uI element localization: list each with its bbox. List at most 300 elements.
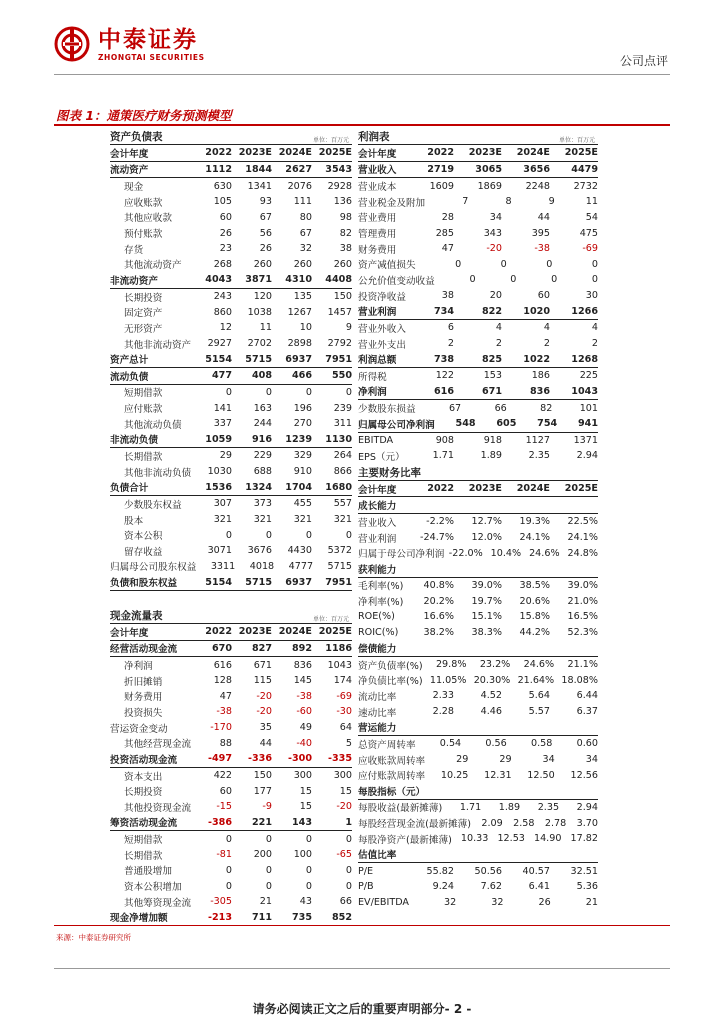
header-year: 2025E (318, 147, 352, 159)
row-value: 2 (543, 338, 550, 349)
row-value: 1043 (571, 385, 598, 397)
row-value: -336 (247, 753, 272, 765)
row-value: 20 (489, 290, 502, 302)
row-value: 6.44 (576, 690, 598, 702)
row-value: 1680 (325, 481, 352, 493)
row-value: 80 (299, 211, 312, 223)
row-value: 21.64% (517, 674, 555, 686)
row-value: 343 (483, 227, 502, 239)
table-row (358, 336, 598, 352)
row-value: -40 (296, 737, 312, 749)
row-value: -69 (582, 243, 598, 255)
row-value: 4043 (205, 274, 232, 286)
table-header-row (110, 145, 352, 162)
row-value: -305 (210, 896, 232, 908)
row-label: 净利润 (124, 661, 153, 673)
row-value: 0 (225, 529, 232, 541)
table-row (358, 256, 598, 272)
row-label: 估值比率 (358, 850, 397, 862)
row-value: 300 (333, 770, 352, 782)
row-label: 营业利润 (358, 533, 397, 545)
row-value: 21.1% (567, 659, 599, 671)
row-label: ROE(%) (358, 611, 395, 623)
table-row (358, 847, 598, 864)
table-row (110, 210, 352, 226)
row-value: -15 (216, 801, 232, 813)
row-value: 38 (441, 290, 454, 302)
row-value: 2.09 (481, 817, 503, 829)
row-value: 2.28 (432, 706, 454, 718)
row-label: 长期借款 (124, 451, 163, 463)
row-label: 营业利润 (358, 307, 397, 319)
row-value: -213 (207, 911, 232, 923)
table-row (110, 641, 352, 658)
row-value: 422 (213, 770, 232, 782)
row-value: 7951 (325, 576, 352, 588)
row-label: 财务费用 (124, 692, 163, 704)
table-row (358, 657, 598, 673)
row-value: 54 (585, 211, 598, 223)
table-row (110, 225, 352, 241)
row-value: 239 (333, 402, 352, 414)
row-value: 311 (333, 418, 352, 430)
row-value: 153 (483, 370, 502, 382)
table-row (358, 514, 598, 530)
row-value: 260 (333, 258, 352, 270)
row-value: 67 (259, 211, 272, 223)
row-value: 23 (219, 243, 232, 255)
row-value: 174 (333, 675, 352, 687)
header-label: 会计年度 (358, 148, 397, 160)
row-value: 34 (585, 754, 598, 766)
row-label: 净负债比率(%) (358, 676, 423, 688)
table-row (110, 559, 352, 575)
row-value: 827 (251, 642, 272, 654)
row-value: 4777 (288, 560, 314, 572)
row-value: 1.71 (432, 450, 454, 462)
table-row (358, 673, 598, 689)
row-value: 67 (448, 402, 462, 414)
table-row (110, 768, 352, 784)
table-row (358, 863, 598, 879)
row-label: 少数股东权益 (124, 499, 182, 511)
row-value: 32 (491, 896, 504, 908)
row-label: 净利率(%) (358, 597, 404, 609)
header-divider (54, 74, 670, 75)
table-row (358, 351, 598, 368)
row-value: 0.60 (576, 738, 598, 750)
row-label: 营业收入 (358, 517, 397, 529)
income-statement-title: 利润表 (358, 131, 390, 143)
table-header-row (358, 145, 598, 162)
row-value: 120 (253, 291, 272, 303)
row-value: 0 (510, 274, 517, 286)
row-value: 1324 (245, 481, 272, 493)
row-value: 4018 (249, 560, 275, 572)
row-value: 0.58 (531, 738, 553, 750)
row-label: 成长能力 (358, 501, 397, 513)
row-label: 资本支出 (124, 771, 163, 783)
row-value: 52.3% (567, 626, 598, 638)
row-value: 44 (537, 211, 550, 223)
row-value: 135 (293, 291, 312, 303)
row-value: 105 (213, 196, 232, 208)
header-year: 2023E (468, 483, 502, 495)
row-value: 10 (299, 322, 312, 334)
row-label: 折旧摊销 (124, 676, 163, 688)
header-year: 2023E (468, 147, 502, 159)
row-value: 12.56 (570, 769, 598, 781)
row-value: 908 (435, 434, 454, 446)
table-row (358, 194, 598, 210)
row-label: 筹资活动现金流 (110, 818, 178, 830)
row-value: -9 (262, 801, 272, 813)
table-row (358, 831, 598, 847)
row-value: 671 (481, 385, 502, 397)
row-value: 11.05% (429, 674, 467, 686)
row-value: 32.51 (570, 865, 598, 877)
row-value: 186 (531, 370, 550, 382)
row-label: 营业外收入 (358, 323, 406, 335)
row-value: 1371 (573, 434, 598, 446)
table-row (110, 673, 352, 689)
row-value: 477 (211, 370, 232, 382)
row-value: 1341 (247, 180, 272, 192)
table-row (110, 272, 352, 289)
header-year: 2022 (427, 147, 454, 159)
row-value: 38.2% (423, 626, 454, 638)
row-value: 22.5% (567, 516, 598, 528)
row-value: 455 (293, 498, 312, 510)
row-value: 0 (455, 258, 462, 270)
row-label: 应付账款周转率 (358, 771, 426, 783)
row-label: 应收账款 (124, 197, 163, 209)
table-row (358, 497, 598, 514)
table-row (358, 767, 598, 783)
row-value: 268 (213, 258, 232, 270)
figure-bottom-divider (54, 925, 670, 926)
row-value: 136 (333, 196, 352, 208)
row-value: 2928 (327, 180, 352, 192)
row-value: 21.0% (567, 595, 598, 607)
row-value: 6 (447, 322, 454, 334)
table-row (110, 162, 352, 179)
row-value: 1020 (523, 305, 550, 317)
row-value: 10.4% (490, 547, 522, 559)
table-row (110, 543, 352, 559)
row-label: 营业外支出 (358, 339, 406, 351)
row-value: 12.0% (471, 532, 502, 544)
row-label: 归属母公司净利润 (358, 419, 435, 431)
row-value: 21 (259, 896, 272, 908)
row-value: 0 (345, 880, 352, 892)
table-row (110, 432, 352, 449)
row-label: 资本公积增加 (124, 882, 182, 893)
row-value: 5715 (245, 576, 272, 588)
row-value: 2719 (427, 163, 454, 175)
row-value: 2.58 (513, 817, 535, 829)
row-value: 0 (225, 880, 232, 892)
table-row (358, 384, 598, 401)
company-logo (54, 26, 205, 62)
row-value: 4310 (285, 274, 312, 286)
row-value: 111 (293, 196, 312, 208)
row-value: 163 (253, 402, 272, 414)
row-value: 24.1% (567, 532, 598, 544)
row-value: 43 (299, 896, 312, 908)
row-value: 836 (293, 659, 312, 671)
income-statement-table (358, 128, 598, 464)
row-label: 每股净资产(最新摊薄) (358, 834, 452, 846)
row-label: 每股收益(最新摊薄) (358, 803, 443, 815)
table-row (358, 593, 598, 609)
row-value: 225 (579, 370, 598, 382)
row-value: 221 (251, 816, 272, 828)
row-value: 1059 (205, 433, 232, 445)
table-row (110, 909, 352, 926)
row-value: 88 (219, 737, 232, 749)
row-value: 7.62 (480, 881, 502, 893)
row-value: 738 (433, 353, 454, 365)
table-row (110, 735, 352, 751)
table-row (110, 512, 352, 528)
row-value: 6.41 (528, 881, 550, 893)
row-value: 307 (213, 498, 232, 510)
row-value: 24.8% (567, 547, 598, 559)
table-row (110, 385, 352, 401)
row-value: 0 (265, 833, 272, 845)
financial-ratios-title: 主要财务比率 (358, 466, 421, 479)
row-value: 24.6% (529, 547, 560, 559)
row-label: 短期借款 (124, 388, 163, 400)
table-row (358, 815, 598, 831)
row-value: 1267 (287, 306, 312, 318)
row-value: 39.0% (471, 579, 502, 591)
row-value: 16.5% (567, 611, 598, 623)
table-row (358, 368, 598, 384)
row-value: 1609 (429, 180, 454, 192)
row-value: 67 (299, 227, 312, 239)
row-value: 5.36 (576, 881, 598, 893)
row-value: 12 (219, 322, 232, 334)
row-value: 0 (265, 880, 272, 892)
row-value: 4 (543, 322, 550, 334)
row-value: 8 (505, 196, 512, 208)
row-value: -2.2% (426, 516, 454, 528)
source-note: 来源：中泰证券研究所 (56, 933, 131, 942)
row-value: 2627 (285, 163, 312, 175)
row-value: 0 (225, 386, 232, 398)
row-value: 7 (462, 196, 469, 208)
page-footer: 请务必阅读正文之后的重要声明部分- 2 - (252, 1002, 472, 1016)
row-value: 5 (345, 737, 352, 749)
row-value: 860 (213, 306, 232, 318)
table-row (110, 464, 352, 480)
row-value: 0 (265, 864, 272, 876)
row-label: 其他流动负债 (124, 419, 182, 431)
row-value: 0 (591, 274, 598, 286)
table-header-row (358, 481, 598, 498)
row-value: 1030 (207, 466, 232, 478)
row-value: 3311 (210, 560, 236, 572)
row-value: 60 (219, 211, 232, 223)
row-value: 1.89 (480, 450, 502, 462)
table-row (110, 657, 352, 673)
row-value: 47 (219, 690, 232, 702)
row-value: 122 (435, 370, 454, 382)
row-label: 公允价值变动收益 (358, 275, 435, 287)
row-label: 资本公积 (124, 531, 163, 543)
table-row (358, 433, 598, 449)
row-value: 93 (259, 196, 272, 208)
row-value: 0 (265, 529, 272, 541)
row-label: 无形资产 (124, 323, 163, 335)
row-value: 82 (339, 227, 352, 239)
row-value: 0 (591, 258, 598, 270)
row-label: 其他经营现金流 (124, 739, 192, 751)
row-value: 0.56 (485, 738, 507, 750)
row-value: 29 (219, 450, 232, 462)
row-value: 5154 (205, 576, 232, 588)
row-value: 734 (433, 305, 454, 317)
figure-title: 图表 1：通策医疗财务预测模型 (56, 108, 232, 123)
row-value: 1.71 (459, 801, 482, 813)
row-value: 143 (291, 816, 312, 828)
financial-ratios-table (358, 464, 598, 910)
row-value: 34 (542, 754, 555, 766)
row-value: 3065 (475, 163, 502, 175)
row-value: 1043 (327, 659, 352, 671)
row-value: 822 (481, 305, 502, 317)
row-value: 82 (540, 402, 553, 414)
row-value: 3.70 (576, 817, 598, 829)
row-value: 1869 (477, 180, 502, 192)
row-value: 0 (305, 529, 312, 541)
row-value: 12.31 (484, 769, 512, 781)
table-row (358, 400, 598, 416)
row-label: 非流动负债 (110, 435, 158, 447)
header-year: 2024E (278, 626, 312, 638)
row-label: 短期借款 (124, 835, 163, 847)
table-row (358, 288, 598, 304)
row-label: 营业成本 (358, 182, 397, 194)
row-label: 流动资产 (110, 165, 149, 177)
row-value: 1704 (285, 481, 312, 493)
row-value: 0 (500, 258, 507, 270)
row-value: 2702 (247, 338, 272, 349)
row-value: 50.56 (474, 865, 502, 877)
table-row (358, 272, 598, 288)
row-label: 股本 (124, 515, 144, 527)
row-value: 1.89 (498, 801, 521, 813)
row-value: -22.0% (448, 547, 483, 559)
row-label: 财务费用 (358, 244, 397, 256)
header-year: 2024E (516, 147, 550, 159)
row-label: 归属母公司股东权益 (110, 562, 197, 574)
header-year: 2022 (205, 147, 232, 159)
table-row (110, 783, 352, 799)
table-row (110, 799, 352, 815)
header-label: 会计年度 (358, 484, 397, 496)
header-year: 2025E (318, 626, 352, 638)
row-value: 64 (339, 722, 352, 734)
row-label: EV/EBITDA (358, 896, 409, 908)
row-label: 每股经营现金流(最新摊薄) (358, 819, 472, 831)
row-value: -30 (336, 706, 352, 718)
row-value: 0 (305, 880, 312, 892)
row-value: 20.30% (473, 674, 511, 686)
row-value: 26 (219, 227, 232, 239)
row-value: 0 (225, 864, 232, 876)
table-row (110, 289, 352, 305)
row-value: 321 (213, 514, 232, 526)
row-value: 3676 (247, 545, 272, 557)
table-row (110, 704, 352, 720)
row-value: 1239 (285, 433, 312, 445)
row-value: 26 (259, 243, 272, 255)
row-value: 735 (291, 911, 312, 923)
row-value: 941 (577, 418, 598, 430)
table-row (110, 194, 352, 210)
row-label: EBITDA (358, 434, 394, 446)
row-value: 100 (293, 849, 312, 861)
row-value: 408 (251, 370, 272, 382)
row-value: 1266 (571, 305, 598, 317)
table-header-row (110, 624, 352, 641)
row-label: 其他投资现金流 (124, 802, 192, 814)
row-value: -24.7% (420, 532, 454, 544)
row-value: 711 (251, 911, 272, 923)
row-value: 2248 (525, 180, 550, 192)
row-value: 29.8% (435, 659, 467, 671)
row-value: 145 (293, 675, 312, 687)
row-value: 35 (259, 722, 272, 734)
row-value: 56 (259, 227, 272, 239)
row-label: 长期借款 (124, 850, 163, 862)
row-value: 0 (345, 864, 352, 876)
row-label: 流动负债 (110, 371, 149, 383)
row-value: 200 (253, 849, 272, 861)
row-value: 548 (455, 418, 476, 430)
row-value: 28 (441, 211, 454, 223)
row-label: 所得税 (358, 371, 387, 383)
row-value: 44 (259, 737, 272, 749)
row-value: 5.64 (528, 690, 550, 702)
table-row (110, 241, 352, 257)
row-value: 196 (293, 402, 312, 414)
row-value: 825 (481, 353, 502, 365)
row-value: 671 (253, 659, 272, 671)
row-value: 38.5% (519, 579, 550, 591)
row-value: 4430 (287, 545, 312, 557)
row-value: 17.82 (570, 833, 598, 845)
row-value: -20 (256, 690, 272, 702)
row-value: 55.82 (426, 865, 454, 877)
row-value: -38 (216, 706, 232, 718)
row-value: 475 (579, 227, 598, 239)
row-label: 应收账款周转率 (358, 755, 426, 767)
row-value: 29 (456, 754, 469, 766)
logo-english-name: ZHONGTAI SECURITIES (98, 52, 205, 62)
row-value: 34 (489, 211, 502, 223)
row-value: 260 (293, 258, 312, 270)
row-label: 长期投资 (124, 787, 163, 799)
table-row (110, 400, 352, 416)
table-row (358, 704, 598, 720)
row-value: 15.8% (519, 611, 550, 623)
row-label: 偿债能力 (358, 644, 397, 656)
row-value: 141 (213, 402, 232, 414)
